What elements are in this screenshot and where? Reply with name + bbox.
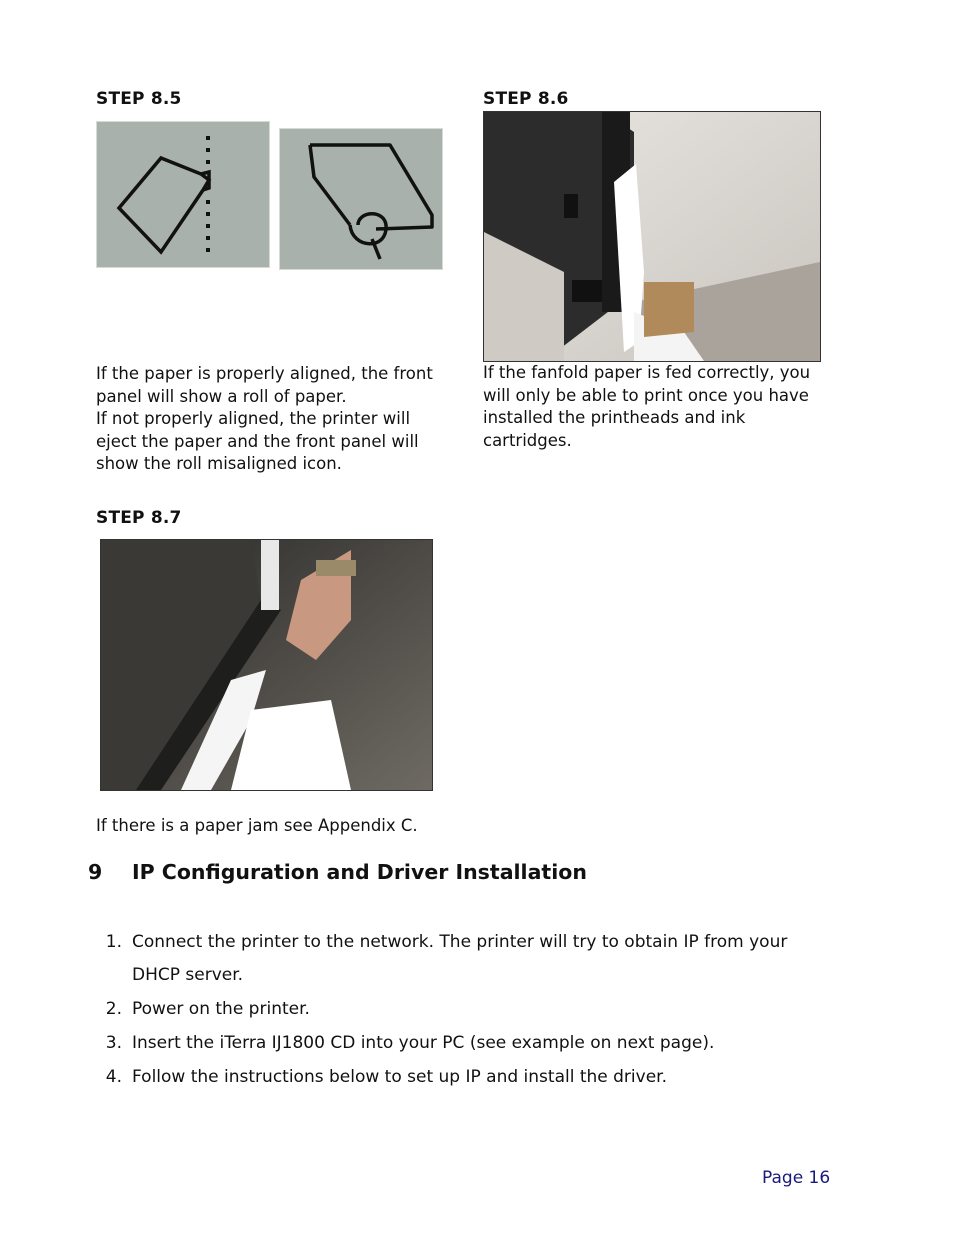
caption-line: If the paper is properly aligned, the front [96,364,433,383]
step-8-5-caption [96,363,466,476]
list-item [100,1061,820,1094]
step-8-6-caption [483,362,853,452]
section-title: IP Configuration and Driver Installation [132,860,587,884]
page-number: Page 16 [762,1168,831,1188]
list-item-text: Insert the iTerra IJ1800 CD into your PC (see example on next page). [132,1033,715,1053]
step-8-6-heading: STEP 8.6 [483,89,569,109]
list-item [100,926,820,992]
list-item-text: Power on the printer. [132,999,310,1019]
list-item-number: 1. [105,932,122,952]
step-8-7-caption: If there is a paper jam see Appendix C. [96,816,418,835]
list-item-number: 3. [105,1033,122,1053]
caption-line: installed the printheads and ink [483,408,746,427]
list-item [100,993,820,1026]
caption-line: If the fanfold paper is fed correctly, you [483,363,811,382]
list-item-number: 4. [105,1067,122,1087]
list-item-text: Connect the printer to the network. The printer will try to obtain IP from your [132,932,788,952]
caption-line: eject the paper and the front panel will [96,431,419,451]
caption-line: panel will show a roll of paper. [96,386,347,406]
caption-line: If not properly aligned, the printer will [96,409,411,428]
list-item-number: 2. [105,999,122,1019]
instruction-list [100,926,820,1094]
section-number: 9 [88,860,103,884]
fanfold-paper-photo [483,111,821,362]
list-item-text: DHCP server. [132,965,244,985]
aligned-roll-icon [279,128,443,270]
misaligned-roll-icon [96,121,270,268]
caption-line: will only be able to print once you have [483,385,809,405]
step-8-7-heading: STEP 8.7 [96,508,182,528]
paper-jam-photo [100,539,433,791]
caption-line: cartridges. [483,430,572,450]
list-item-text: Follow the instructions below to set up IP and install the driver. [132,1067,667,1087]
caption-line: show the roll misaligned icon. [96,454,342,473]
list-item [100,1027,820,1060]
step-8-5-heading: STEP 8.5 [96,89,182,109]
